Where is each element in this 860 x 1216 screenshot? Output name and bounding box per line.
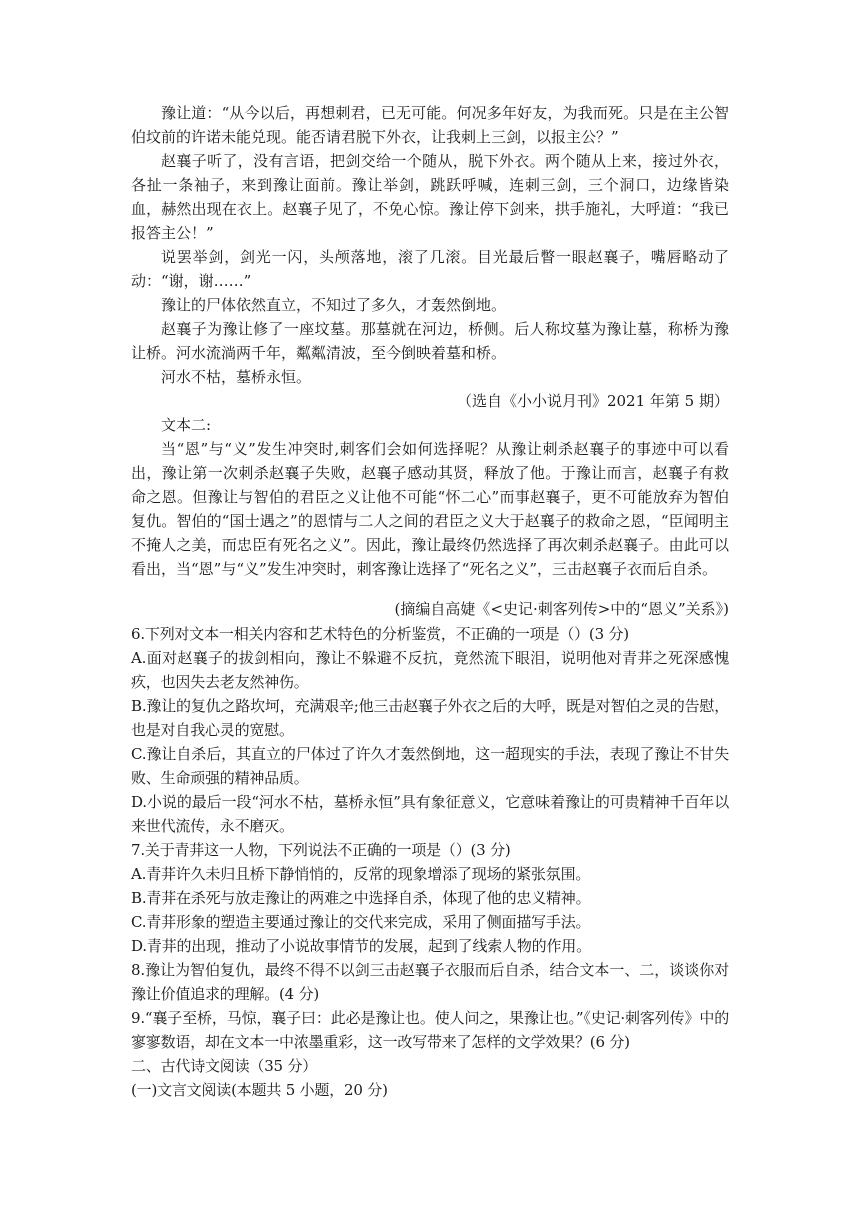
paragraph-yurang-request: 豫让道：“从今以后，再想刺君，已无可能。何况多年好友，为我而死。只是在主公智伯坟前的许诺未能兑现。能否请君脱下外衣，让我刺上三剑，以报主公？”: [131, 104, 729, 146]
question-6-option-b: B.豫让的复仇之路坎坷，充满艰辛;他三击赵襄子外衣之后的大呼，既是对智伯之灵的告慰，也是对自我心灵的宽慰。: [131, 697, 729, 739]
source-citation-text-one: （选自《小小说月刊》2021 年第 5 期）: [456, 392, 729, 410]
question-6-option-a: A.面对赵襄子的拔剑相向，豫让不躲避不反抗，竟然流下眼泪，说明他对青荓之死深感愧疚，也因失去老友然神伤。: [131, 649, 729, 691]
question-7-stem: 7.关于青荓这一人物，下列说法不正确的一项是（）(3 分): [131, 841, 511, 859]
question-7-option-c: C.青荓形象的塑造主要通过豫让的交代来完成，采用了侧面描写手法。: [131, 913, 591, 931]
question-6-option-d: D.小说的最后一段“河水不枯，墓桥永恒”具有象征意义，它意味着豫让的可贵精神千百年以来世代流传，永不磨灭。: [131, 793, 729, 835]
source-citation-text-two: (摘编自高婕《<史记·刺客列传>中的“恩义”关系》): [394, 600, 729, 618]
question-6-option-c: C.豫让自杀后，其直立的尸体过了许久才轰然倒地，这一超现实的手法，表现了豫让不甘失败、生命顽强的精神品质。: [131, 745, 729, 787]
question-8: 8.豫让为智伯复仇，最终不得不以剑三击赵襄子衣服而后自杀，结合文本一、二，谈谈你对豫让价值追求的理解。(4 分): [131, 961, 729, 1003]
question-7-option-d: D.青荓的出现，推动了小说故事情节的发展，起到了线索人物的作用。: [131, 937, 591, 955]
paragraph-eternal: 河水不枯，墓桥永恒。: [161, 368, 312, 386]
paragraph-yurang-death: 说罢举剑，剑光一闪，头颅落地，滚了几滚。目光最后瞥一眼赵襄子，嘴唇略动了动：“谢，谢……”: [131, 248, 729, 290]
paragraph-body-falls: 豫让的尸体依然直立，不知过了多久，才轰然倒地。: [161, 296, 507, 314]
question-6-stem: 6.下列对文本一相关内容和艺术特色的分析鉴赏，不正确的一项是（）(3 分): [131, 625, 629, 643]
text-two-heading: 文本二:: [161, 416, 212, 434]
text-two-body: 当“恩”与“义”发生冲突时,刺客们会如何选择呢？从豫让刺杀赵襄子的事迹中可以看出，豫让第一次刺杀赵襄子失败，赵襄子感动其贤，释放了他。于豫让而言，赵襄子有救命之恩。但豫让与智伯的君臣之义让他不可能“怀二心”而事赵襄子，更不可能放弃为智伯复仇。智伯的“国士遇之”的恩情与二人之间的君臣之义大于赵襄子的救命之恩，“臣闻明主不掩人之美，而忠臣有死名之义”。因此，豫让最终仍然选择了再次刺杀赵襄子。由此可以看出，当“恩”与“义”发生冲突时，刺客豫让选择了“死名之义”，三击赵襄子衣而后自杀。: [131, 440, 729, 578]
question-7-option-a: A.青荓许久未归且桥下静悄悄的，反常的现象增添了现场的紧张氛围。: [131, 865, 591, 883]
paragraph-tomb-bridge: 赵襄子为豫让修了一座坟墓。那墓就在河边，桥侧。后人称坟墓为豫让墓，称桥为豫让桥。河水流淌两千年，粼粼清波，至今倒映着墓和桥。: [131, 320, 729, 362]
section-two-heading: 二、古代诗文阅读（35 分）: [131, 1057, 318, 1075]
paragraph-zhao-xiangzi-cloak: 赵襄子听了，没有言语，把剑交给一个随从，脱下外衣。两个随从上来，接过外衣，各扯一条袖子，来到豫让面前。豫让举剑，跳跃呼喊，连刺三剑，三个洞口，边缘皆染血，赫然出现在衣上。赵襄子见了，不免心惊。豫让停下剑来，拱手施礼，大呼道：“我已报答主公！”: [131, 152, 729, 242]
question-7-option-b: B.青荓在杀死与放走豫让的两难之中选择自杀，体现了他的忠义精神。: [131, 889, 591, 907]
section-two-subheading: (一)文言文阅读(本题共 5 小题，20 分): [131, 1081, 388, 1099]
question-9: 9.“襄子至桥，马惊，襄子曰：此必是豫让也。使人问之，果豫让也。”《史记·刺客列传》中的寥寥数语，却在文本一中浓墨重彩，这一改写带来了怎样的文学效果？(6 分): [131, 1009, 729, 1051]
